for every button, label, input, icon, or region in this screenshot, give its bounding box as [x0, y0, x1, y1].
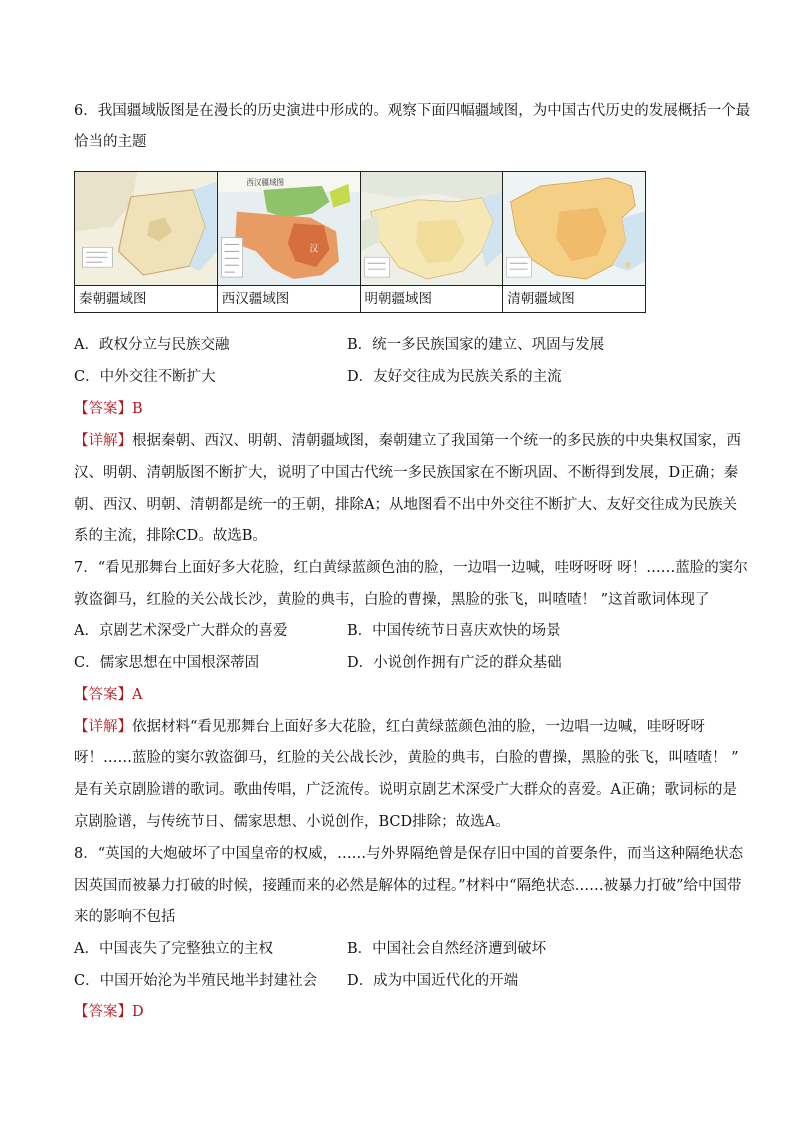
map-cell-qing — [503, 172, 645, 312]
map-inset-title: 西汉疆域图 — [246, 177, 284, 187]
q7-stem-line1: 7．“看见那舞台上面好多大花脸，红白黄绿蓝颜色油的脸，一边唱一边喊，哇呀呀呀 呀！……蓝脸的窦尔 — [74, 560, 748, 576]
q7-option-b: B．中国传统节日喜庆欢快的场景 — [347, 623, 561, 639]
q7-option-d: D．小说创作拥有广泛的群众基础 — [347, 655, 562, 671]
detail-label: 【详解】 — [74, 719, 132, 735]
answer-label: 【答案】 — [74, 687, 132, 703]
answer-value: B — [132, 401, 143, 417]
q6-option-d: D．友好交往成为民族关系的主流 — [347, 369, 562, 385]
map-caption: 西汉疆域图 — [221, 291, 290, 307]
q6-option-b: B．统一多民族国家的建立、巩固与发展 — [347, 337, 605, 353]
detail-label: 【详解】 — [74, 433, 132, 449]
ming-map-image — [361, 172, 503, 286]
q6-stem-line1: 6．我国疆域版图是在漫长的历史演进中形成的。观察下面四幅疆域图，为中国古代历史的发展概括一个最 — [74, 103, 751, 119]
q6-stem-line2: 恰当的主题 — [74, 134, 147, 150]
q8-stem-line2: 因英国而被暴力打破的时候，接踵而来的必然是解体的过程。”材料中“隔绝状态……被暴力打破”给中国带 — [74, 878, 742, 894]
map-caption: 明朝疆域图 — [364, 291, 432, 307]
q6-detail-line3: 朝、西汉、明朝、清朝都是统一的王朝，排除A；从地图看不出中外交往不断扩大、友好交往成为民族关 — [74, 497, 737, 513]
q8-option-d: D．成为中国近代化的开端 — [347, 973, 519, 989]
q8-option-b: B．中国社会自然经济遭到破坏 — [347, 941, 547, 957]
q7-answer — [74, 685, 142, 705]
detail-text: 依据材料“看见那舞台上面好多大花脸，红白黄绿蓝颜色油的脸，一边唱一边喊，哇呀呀呀 — [132, 719, 705, 735]
q7-option-a: A．京剧艺术深受广大群众的喜爱 — [74, 623, 288, 639]
q7-detail-line1 — [74, 717, 705, 737]
q6-answer — [74, 399, 143, 419]
q6-option-c: C．中外交往不断扩大 — [74, 369, 216, 385]
q8-option-c: C．中国开始沦为半殖民地半封建社会 — [74, 973, 318, 989]
answer-label: 【答案】 — [74, 401, 132, 417]
map-caption: 清朝疆域图 — [507, 291, 575, 307]
q7-stem-line2: 敦盗御马，红脸的关公战长沙，黄脸的典韦，白脸的曹操，黑脸的张飞，叫喳喳！ ”这首歌词体现了 — [74, 592, 710, 608]
territory-map-table — [74, 171, 646, 313]
answer-value: D — [132, 1004, 144, 1020]
western-han-map-image — [218, 172, 360, 286]
map-cell-western-han — [218, 172, 361, 312]
q8-answer — [74, 1002, 144, 1022]
q7-detail-line2: 呀！……蓝脸的窦尔敦盗御马，红脸的关公战长沙，黄脸的典韦，白脸的曹操，黑脸的张飞，叫喳喳！ ” — [74, 750, 739, 766]
q7-detail-line3: 是有关京剧脸谱的歌词。歌曲传唱，广泛流传。说明京剧艺术深受广大群众的喜爱。A正确；歌词标的是 — [74, 782, 737, 798]
q6-detail-line1 — [74, 431, 741, 451]
map-caption: 秦朝疆域图 — [79, 291, 147, 307]
qin-map-image — [75, 172, 217, 286]
q7-detail-line4: 京剧脸谱，与传统节日、儒家思想、小说创作，BCD排除；故选A。 — [74, 814, 510, 830]
answer-label: 【答案】 — [74, 1004, 132, 1020]
q6-detail-line2: 汉、明朝、清朝版图不断扩大，说明了中国古代统一多民族国家在不断巩固、不断得到发展，D正确；秦 — [74, 465, 739, 481]
map-cell-qin — [75, 172, 218, 312]
svg-text:汉: 汉 — [309, 244, 318, 255]
q8-option-a: A．中国丧失了完整独立的主权 — [74, 941, 273, 957]
q7-option-c: C．儒家思想在中国根深蒂固 — [74, 655, 260, 671]
detail-text: 根据秦朝、西汉、明朝、清朝疆域图，秦朝建立了我国第一个统一的多民族的中央集权国家，西 — [132, 433, 741, 449]
answer-value: A — [132, 687, 143, 703]
q8-stem-line3: 来的影响不包括 — [74, 909, 176, 925]
q6-detail-line4: 系的主流，排除CD。故选B。 — [74, 528, 267, 544]
q8-stem-line1: 8．“英国的大炮破坏了中国皇帝的权威，……与外界隔绝曾是保存旧中国的首要条件，而当这种隔绝状态 — [74, 846, 744, 862]
qing-map-image — [503, 172, 645, 286]
map-cell-ming — [361, 172, 504, 312]
q6-option-a: A．政权分立与民族交融 — [74, 337, 230, 353]
